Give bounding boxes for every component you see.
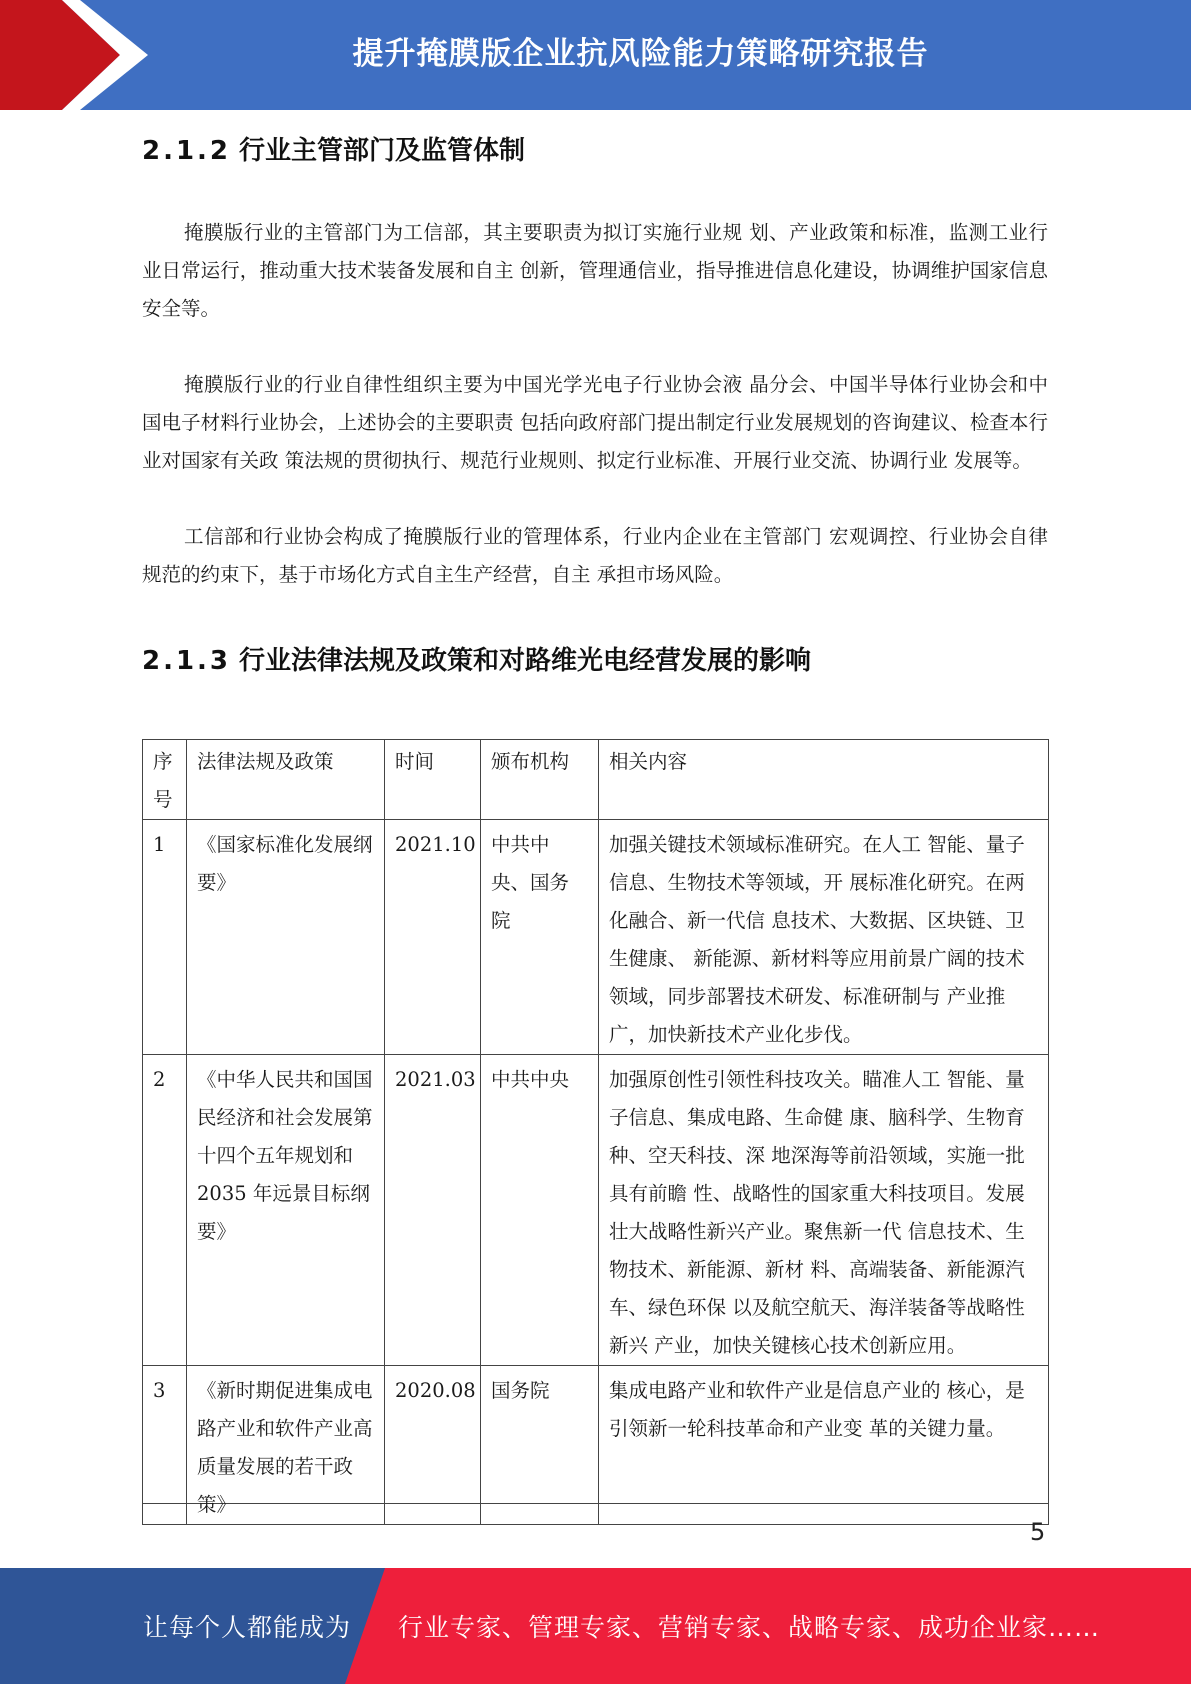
- report-title: 提升掩膜版企业抗风险能力策略研究报告: [352, 35, 929, 72]
- cell-date: 2021.03: [385, 1055, 481, 1366]
- page-number: 5: [1030, 1518, 1046, 1546]
- cell-date: 2020.08: [385, 1366, 481, 1525]
- table-row: [143, 820, 1049, 1055]
- cell-content: 加强关键技术领域标准研究。在人工 智能、量子信息、生物技术等领域，开 展标准化研究。在两化融合、新一代信 息技术、大数据、区块链、卫生健康、 新能源、新材料等应用前景广阔的技术 领域，同步部署技术研发、标准研制与 产业推广，加快新技术产业化步伐。: [599, 820, 1049, 1055]
- cell-issuer: 国务院: [481, 1366, 599, 1525]
- cell-policy: 《国家标准化发展纲要》: [187, 820, 385, 1055]
- section-heading-2-1-2: [142, 130, 1048, 167]
- cell-no: 3: [143, 1366, 187, 1525]
- table-row: [143, 1055, 1049, 1366]
- paragraph: 掩膜版行业的行业自律性组织主要为中国光学光电子行业协会液 晶分会、中国半导体行业协会和中国电子材料行业协会，上述协会的主要职责 包括向政府部门提出制定行业发展规划的咨询建议、检查本行业对国家有关政 策法规的贯彻执行、规范行业规则、拟定行业标准、开展行业交流、协调行业 发展等。: [142, 373, 1048, 472]
- cell-content: 集成电路产业和软件产业是信息产业的 核心，是引领新一轮科技革命和产业变 革的关键力量。: [599, 1366, 1049, 1525]
- section-title: 行业法律法规及政策和对路维光电经营发展的影响: [239, 646, 812, 676]
- main-content: [142, 130, 1048, 677]
- footer-slogan-left: 让每个人都能成为: [143, 1613, 352, 1642]
- paragraph: 工信部和行业协会构成了掩膜版行业的管理体系，行业内企业在主管部门 宏观调控、行业协会自律规范的约束下，基于市场化方式自主生产经营，自主 承担市场风险。: [142, 525, 1048, 586]
- cell-no: 2: [143, 1055, 187, 1366]
- column-header: 法律法规及政策: [187, 740, 385, 820]
- section-title: 行业主管部门及监管体制: [239, 136, 526, 166]
- column-header: 颁布机构: [481, 740, 599, 820]
- cell-issuer: 中共中央: [481, 1055, 599, 1366]
- policy-table: [142, 739, 1049, 1525]
- footer-banner: [0, 1568, 1191, 1684]
- section-heading-2-1-3: [142, 640, 1048, 677]
- table-row: [143, 1366, 1049, 1525]
- cell-policy: 《新时期促进集成电路产业和软件产业高质量发展的若干政策》: [187, 1366, 385, 1525]
- column-header: 序号: [143, 740, 187, 820]
- cell-no: 1: [143, 820, 187, 1055]
- table-header-row: [143, 740, 1049, 820]
- cell-date: 2021.10: [385, 820, 481, 1055]
- header-banner: [0, 0, 1191, 110]
- cell-policy: 《中华人民共和国国民经济和社会发展第十四个五年规划和 2035 年远景目标纲要》: [187, 1055, 385, 1366]
- cell-content: 加强原创性引领性科技攻关。瞄准人工 智能、量子信息、集成电路、生命健 康、脑科学、生物育种、空天科技、深 地深海等前沿领域，实施一批具有前瞻 性、战略性的国家重大科技项目。发展壮大战略性新兴产业。聚焦新一代 信息技术、生物技术、新能源、新材 料、高端装备、新能源汽车、绿色环保 以及航空航天、海洋装备等战略性新兴 产业，加快关键核心技术创新应用。: [599, 1055, 1049, 1366]
- cell-issuer: 中共中央、国务院: [481, 820, 599, 1055]
- column-header: 时间: [385, 740, 481, 820]
- column-header: 相关内容: [599, 740, 1049, 820]
- section-number: 2.1.2: [142, 136, 232, 166]
- footer-slogan-right: 行业专家、管理专家、营销专家、战略专家、成功企业家……: [398, 1613, 1101, 1642]
- paragraph: 掩膜版行业的主管部门为工信部，其主要职责为拟订实施行业规 划、产业政策和标准，监测工业行业日常运行，推动重大技术装备发展和自主 创新，管理通信业，指导推进信息化建设，协调维护国家信息安全等。: [142, 221, 1048, 320]
- policy-table-container: [142, 739, 1048, 1516]
- section-number: 2.1.3: [142, 646, 232, 676]
